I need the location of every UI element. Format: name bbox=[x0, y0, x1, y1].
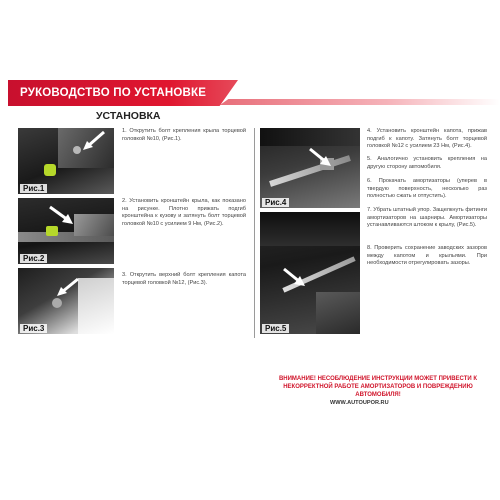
warning-text: ВНИМАНИЕ! НЕСОБЛЮДЕНИЕ ИНСТРУКЦИИ МОЖЕТ ПРИВЕСТИ К НЕКОРРЕКТНОЙ РАБОТЕ АМОРТИЗАТОРОВ И ПОВРЕЖДЕНИЮ АВТОМОБИЛЯ! bbox=[278, 376, 478, 398]
figure-1-photo bbox=[18, 128, 114, 194]
step-7-text: 7. Убрать штатный упор. Защелкнуть фитинги амортизаторов на шарниры. Амортизаторы устанавливаются штоком к крылу, (Рис.5). bbox=[367, 207, 487, 229]
figure-4-photo bbox=[260, 128, 360, 208]
figure-1-arrow-icon bbox=[80, 130, 106, 152]
figure-5-caption: Рис.5 bbox=[262, 324, 289, 333]
figure-2-arrow-icon bbox=[48, 204, 76, 226]
figure-3-arrow-icon bbox=[54, 276, 80, 298]
figure-2-caption: Рис.2 bbox=[20, 254, 47, 263]
step-4-text: 4. Установить кронштейн капота, прижав подгиб к капоту. Затянуть болт торцевой головкой №12 с усилием 23 Нм, (Рис.4). bbox=[367, 128, 487, 150]
figure-5-arrow-icon bbox=[282, 266, 308, 288]
figure-1-caption: Рис.1 bbox=[20, 184, 47, 193]
header-stripe bbox=[220, 99, 500, 105]
website-url: WWW.AUTOUPOR.RU bbox=[330, 400, 389, 406]
step-5-text: 5. Аналогично установить крепления на другую сторону автомобиля. bbox=[367, 156, 487, 170]
figure-4-caption: Рис.4 bbox=[262, 198, 289, 207]
column-divider bbox=[254, 128, 255, 338]
section-title: УСТАНОВКА bbox=[96, 110, 161, 122]
step-3-text: 3. Открутить верхний болт крепления капота торцевой головкой №12, (Рис.3). bbox=[122, 272, 246, 286]
figure-4-arrow-icon bbox=[308, 146, 334, 168]
figure-2-photo bbox=[18, 198, 114, 264]
step-8-text: 8. Проверить сохранение заводских зазоров между капотом и крыльями. При необходимости отрегулировать зазоры. bbox=[367, 245, 487, 267]
figure-5-photo bbox=[260, 212, 360, 334]
step-1-text: 1. Открутить болт крепления крыла торцевой головкой №10, (Рис.1). bbox=[122, 128, 246, 142]
step-6-text: 6. Прокачать амортизаторы (уперев в твердую поверхность, несколько раз полностью сжать и отпустить). bbox=[367, 178, 487, 200]
figure-3-caption: Рис.3 bbox=[20, 324, 47, 333]
figure-3-photo bbox=[18, 268, 114, 334]
step-2-text: 2. Установить кронштейн крыла, как показано на рисунке. Плотно прижать подгиб кронштейна к кузову и затянуть болт торцевой головкой №10 с усилием 9 Нм, (Рис.2). bbox=[122, 198, 246, 227]
page-title: РУКОВОДСТВО ПО УСТАНОВКЕ bbox=[20, 87, 207, 99]
